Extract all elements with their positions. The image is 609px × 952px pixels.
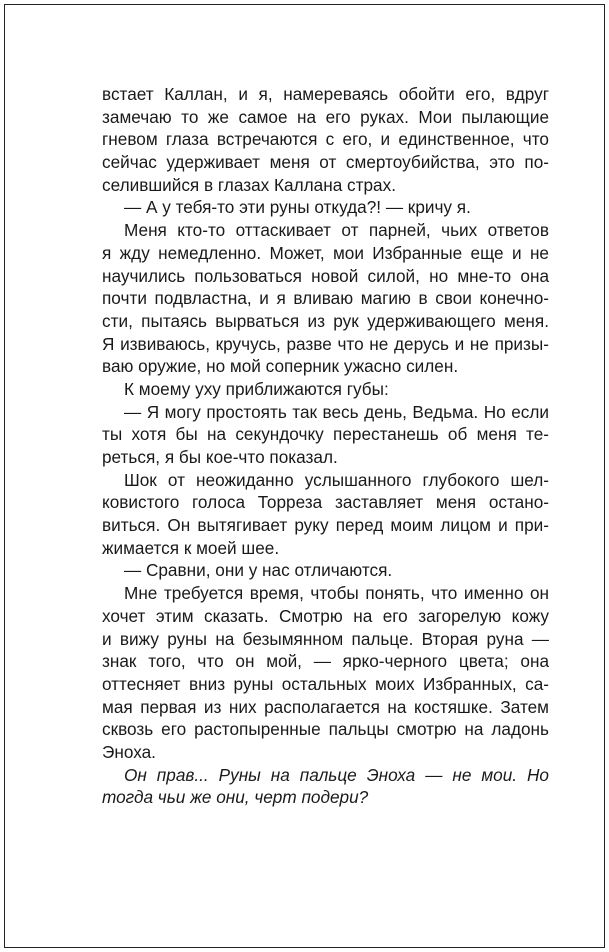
text-line: знак того, что он мой, — ярко-черного цвета; она bbox=[102, 651, 549, 672]
text-line: тогда чьи же они, черт подери? bbox=[102, 787, 369, 808]
text-line: Меня кто-то оттаскивает от парней, чьих ответов bbox=[124, 220, 549, 241]
italic-paragraph bbox=[102, 764, 549, 809]
text-line: Мне требуется время, чтобы понять, что именно он bbox=[124, 583, 549, 604]
paragraph bbox=[102, 559, 549, 582]
text-line: Эноха. bbox=[102, 741, 156, 762]
text-line: хочет этим сказать. Смотрю на его загорелую кожу bbox=[102, 605, 549, 626]
page-frame bbox=[4, 4, 605, 948]
text-line: научились пользоваться новой силой, но мне-то она bbox=[102, 265, 549, 286]
body-text bbox=[102, 83, 549, 809]
paragraph bbox=[102, 219, 549, 378]
text-line: ваю оружие, но мой соперник ужасно силен. bbox=[102, 356, 459, 377]
text-line: селившийся в глазах Каллана страх. bbox=[102, 174, 396, 195]
paragraph bbox=[102, 469, 549, 560]
text-line: и вижу руны на безымянном пальце. Вторая руна — bbox=[102, 628, 549, 649]
text-line: ты хотя бы на секундочку перестанешь об меня те- bbox=[102, 424, 549, 445]
text-line: виться. Он вытягивает руку перед моим лицом и при- bbox=[102, 515, 549, 536]
text-line: сквозь его растопыренные пальцы смотрю на ладонь bbox=[102, 719, 549, 740]
paragraph bbox=[102, 378, 549, 401]
text-line: Я извиваюсь, кручусь, разве что не дерусь и не призы- bbox=[102, 333, 549, 354]
text-line: гневом глаза встречаются с его, и единственное, что bbox=[102, 129, 549, 150]
text-line: почти подвластна, и я вливаю магию в свои конечно- bbox=[102, 288, 549, 309]
paragraph bbox=[102, 83, 549, 196]
paragraph bbox=[102, 401, 549, 469]
text-line: — А у тебя-то эти руны откуда?! — кричу я. bbox=[124, 197, 471, 218]
text-line: ковистого голоса Торреза заставляет меня остано- bbox=[102, 492, 549, 513]
paragraph bbox=[102, 582, 549, 764]
text-line: К моему уху приближаются губы: bbox=[124, 378, 389, 399]
text-line: оттесняет вниз руны остальных моих Избранных, са- bbox=[102, 673, 549, 694]
text-line: встает Каллан, и я, намереваясь обойти его, вдруг bbox=[102, 84, 549, 104]
text-line: мая первая из них располагается на костяшке. Затем bbox=[102, 696, 549, 717]
text-line: Шок от неожиданно услышанного глубокого шел- bbox=[124, 469, 549, 490]
text-line: жимается к моей шее. bbox=[102, 537, 280, 558]
text-line: — Я могу простоять так весь день, Ведьма. Но если bbox=[124, 401, 549, 422]
text-line: Он прав... Руны на пальце Эноха — не мои. Но bbox=[124, 764, 549, 785]
text-line: я жду немедленно. Может, мои Избранные еще и не bbox=[102, 242, 549, 263]
text-line: сти, пытаясь вырваться из рук удерживающего меня. bbox=[102, 310, 549, 331]
text-line: замечаю то же самое на его руках. Мои пылающие bbox=[102, 106, 549, 127]
text-line: сейчас удерживает меня от смертоубийства, это по- bbox=[102, 152, 549, 173]
paragraph bbox=[102, 196, 549, 219]
text-line: реться, я бы кое-что показал. bbox=[102, 447, 338, 467]
text-line: — Сравни, они у нас отличаются. bbox=[124, 560, 393, 581]
